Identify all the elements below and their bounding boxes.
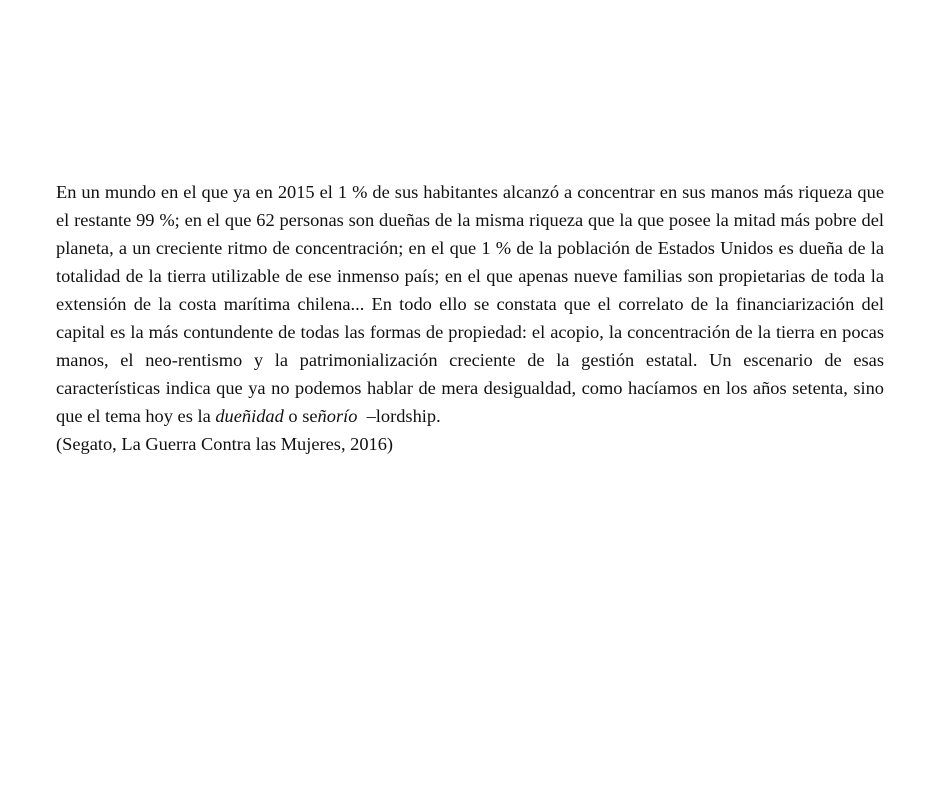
term-senorio-italic: ñorío — [317, 406, 358, 426]
quote-paragraph — [56, 178, 884, 430]
citation: (Segato, La Guerra Contra las Mujeres, 2016) — [56, 434, 394, 454]
quote-tail: –lordship. — [366, 406, 441, 426]
quote-body: En un mundo en el que ya en 2015 el 1 % de sus habitantes alcanzó a concentrar en sus manos más riqueza que el restante 99 %; en el que 62 personas son dueñas de la misma riqueza que la que posee la mitad más pobre del planeta, a un creciente ritmo de concentración; en el que 1 % de la población de Estados Unidos es dueña de la totalidad de la tierra utilizable de ese inmenso país; en el que apenas nueve familias son propietarias de toda la extensión de la costa marítima chilena... En todo ello se constata que el correlato de la financiarización del capital es la más contundente de todas las formas de propiedad: el acopio, la concentración de la tierra en pocas manos, el neo-rentismo y la patrimonialización creciente de la gestión estatal. Un escenario de esas características indica que ya no podemos hablar de mera desigualdad, como hacíamos en los años setenta, sino que el tema hoy es la — [56, 182, 884, 426]
quote-connector: o — [288, 406, 298, 426]
term-duenidad: dueñidad — [215, 406, 284, 426]
document-page — [56, 178, 884, 458]
term-senorio-prefix: se — [302, 406, 318, 426]
